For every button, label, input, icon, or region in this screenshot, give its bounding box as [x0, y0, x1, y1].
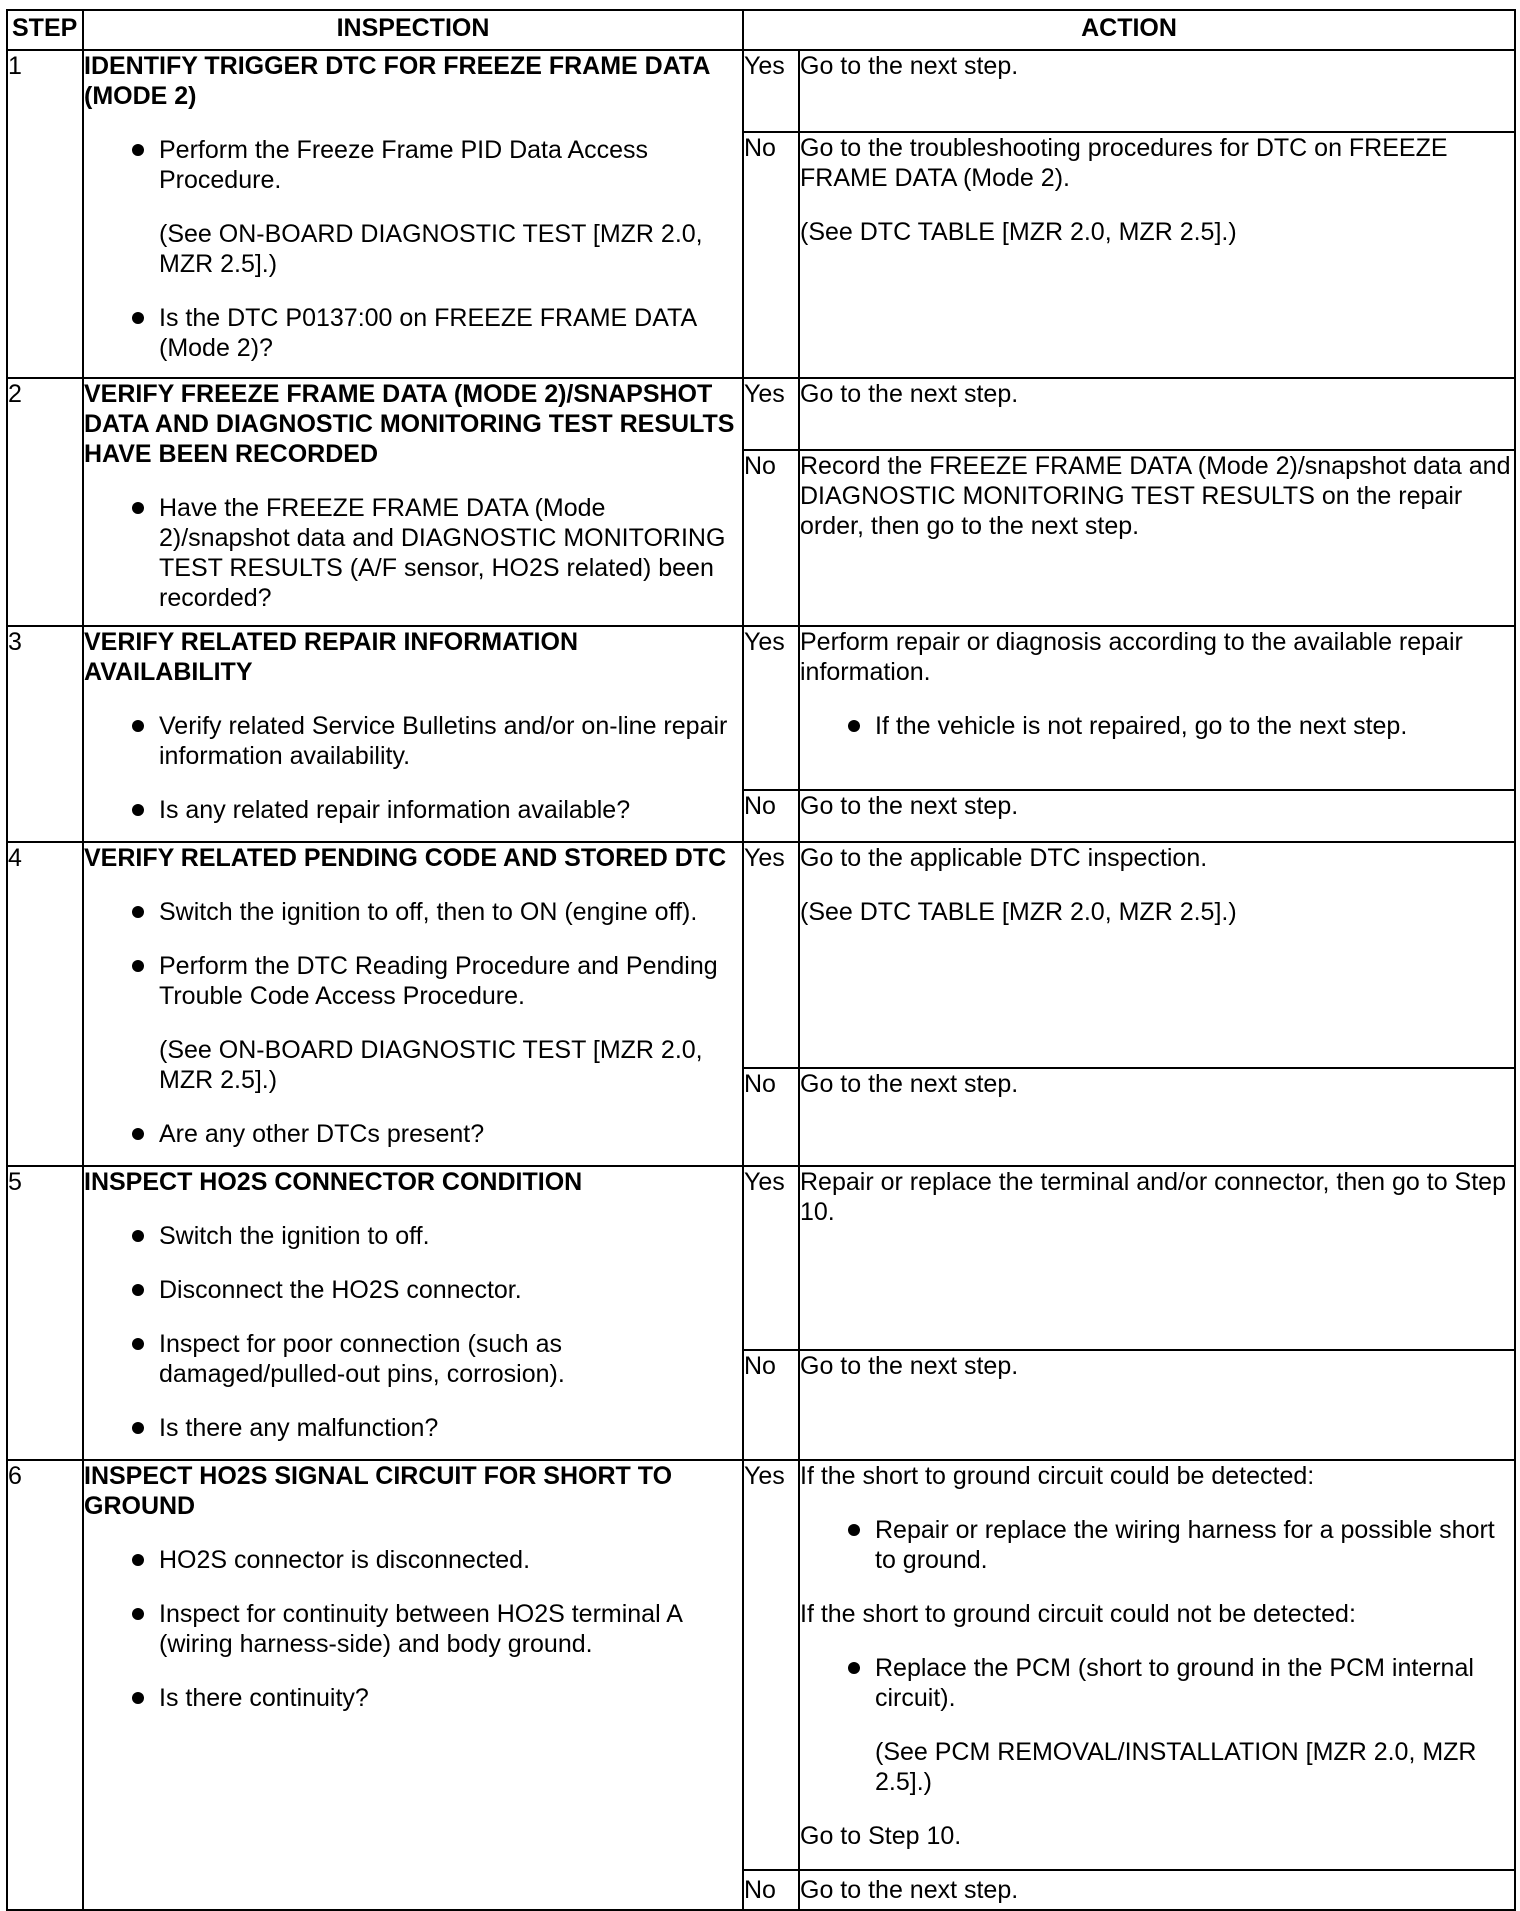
inspection-title: INSPECT HO2S SIGNAL CIRCUIT FOR SHORT TO GROUND	[84, 1462, 673, 1520]
no-action: Go to the next step.	[799, 1870, 1515, 1910]
inspection-bullets	[84, 493, 742, 613]
yes-action: Go to the next step.	[799, 378, 1515, 450]
list-item: Inspect for continuity between HO2S terminal A (wiring harness-side) and body ground.	[84, 1599, 742, 1659]
list-item: Is there any malfunction?	[84, 1413, 742, 1443]
step-number: 6	[7, 1460, 83, 1910]
no-action: Go to the next step.	[799, 790, 1515, 842]
inspection-title: INSPECT HO2S CONNECTOR CONDITION	[84, 1168, 583, 1196]
inspection-bullets	[84, 897, 742, 1011]
no-label: No	[743, 1068, 799, 1166]
list-item: Is there continuity?	[84, 1683, 742, 1713]
inspection-cell	[83, 1460, 743, 1910]
no-action: Go to the next step.	[799, 1068, 1515, 1166]
yes-label: Yes	[743, 378, 799, 450]
bullet-icon	[132, 144, 144, 156]
bullet-icon	[132, 1338, 144, 1350]
yes-label: Yes	[743, 842, 799, 1068]
table-row	[7, 378, 1515, 450]
yes-label: Yes	[743, 50, 799, 132]
list-item: Is the DTC P0137:00 on FREEZE FRAME DATA (Mode 2)?	[84, 303, 742, 363]
inspection-cell	[83, 50, 743, 378]
table-row	[7, 1166, 1515, 1350]
no-label: No	[743, 450, 799, 626]
action-bullets	[800, 1515, 1514, 1575]
inspection-bullets	[84, 303, 742, 363]
inspection-title: VERIFY FREEZE FRAME DATA (MODE 2)/SNAPSHOT DATA AND DIAGNOSTIC MONITORING TEST RESULTS HAVE BEEN RECORDED	[84, 380, 735, 468]
bullet-icon	[132, 906, 144, 918]
bullet-icon	[132, 1128, 144, 1140]
inspection-column-header: INSPECTION	[83, 10, 743, 50]
inspection-title: IDENTIFY TRIGGER DTC FOR FREEZE FRAME DATA (MODE 2)	[84, 52, 710, 110]
yes-label: Yes	[743, 626, 799, 790]
inspection-cell	[83, 378, 743, 626]
list-item: Disconnect the HO2S connector.	[84, 1275, 742, 1305]
reference-note: (See DTC TABLE [MZR 2.0, MZR 2.5].)	[800, 218, 1237, 246]
reference-note: (See PCM REMOVAL/INSTALLATION [MZR 2.0, MZR 2.5].)	[875, 1738, 1477, 1796]
step-column-header: STEP	[7, 10, 83, 50]
yes-action: Go to the applicable DTC inspection. (See DTC TABLE [MZR 2.0, MZR 2.5].)	[799, 842, 1515, 1068]
bullet-icon	[132, 1692, 144, 1704]
list-item: Repair or replace the wiring harness for a possible short to ground.	[800, 1515, 1514, 1575]
step-number: 3	[7, 626, 83, 842]
step-number: 4	[7, 842, 83, 1166]
step-number: 5	[7, 1166, 83, 1460]
list-item: If the vehicle is not repaired, go to the next step.	[800, 711, 1514, 741]
bullet-icon	[132, 1608, 144, 1620]
action-column-header: ACTION	[743, 10, 1515, 50]
bullet-icon	[132, 502, 144, 514]
inspection-cell	[83, 842, 743, 1166]
list-item: Inspect for poor connection (such as damaged/pulled-out pins, corrosion).	[84, 1329, 742, 1389]
action-bullets	[800, 1653, 1514, 1713]
bullet-icon	[132, 720, 144, 732]
no-action: Record the FREEZE FRAME DATA (Mode 2)/snapshot data and DIAGNOSTIC MONITORING TEST RESULTS on the repair order, then go to the next step.	[799, 450, 1515, 626]
reference-note: (See ON-BOARD DIAGNOSTIC TEST [MZR 2.0, MZR 2.5].)	[159, 1036, 703, 1094]
yes-action: If the short to ground circuit could be detected: Repair or replace the wiring harness for a possible short to ground. If the short to ground circuit could not be detected: Replace the PCM (short to ground in the PCM internal circuit). (See PCM REMOVAL/INSTALLATION [MZR 2.0, MZR 2.5].) Go to Step 10.	[799, 1460, 1515, 1870]
bullet-icon	[848, 1524, 860, 1536]
bullet-icon	[132, 312, 144, 324]
inspection-cell	[83, 626, 743, 842]
bullet-icon	[132, 1230, 144, 1242]
bullet-icon	[132, 804, 144, 816]
diagnostic-procedure-table	[6, 9, 1516, 1911]
inspection-bullets	[84, 135, 742, 195]
bullet-icon	[132, 1284, 144, 1296]
step-number: 2	[7, 378, 83, 626]
bullet-icon	[132, 1554, 144, 1566]
list-item: Switch the ignition to off, then to ON (engine off).	[84, 897, 742, 927]
yes-label: Yes	[743, 1460, 799, 1870]
table-row	[7, 1460, 1515, 1870]
list-item: Switch the ignition to off.	[84, 1221, 742, 1251]
reference-note: (See DTC TABLE [MZR 2.0, MZR 2.5].)	[800, 898, 1237, 926]
yes-action: Go to the next step.	[799, 50, 1515, 132]
list-item: Have the FREEZE FRAME DATA (Mode 2)/snapshot data and DIAGNOSTIC MONITORING TEST RESULTS (A/F sensor, HO2S related) been recorded?	[84, 493, 742, 613]
yes-label: Yes	[743, 1166, 799, 1350]
bullet-icon	[132, 960, 144, 972]
no-label: No	[743, 1350, 799, 1460]
bullet-icon	[132, 1422, 144, 1434]
table-row	[7, 842, 1515, 1068]
inspection-cell	[83, 1166, 743, 1460]
list-item: Perform the Freeze Frame PID Data Access Procedure.	[84, 135, 742, 195]
inspection-bullets	[84, 1221, 742, 1443]
table-row	[7, 50, 1515, 132]
list-item: Verify related Service Bulletins and/or on-line repair information availability.	[84, 711, 742, 771]
list-item: Is any related repair information available?	[84, 795, 742, 825]
inspection-title: VERIFY RELATED REPAIR INFORMATION AVAILABILITY	[84, 628, 578, 686]
list-item: Replace the PCM (short to ground in the PCM internal circuit).	[800, 1653, 1514, 1713]
bullet-icon	[848, 720, 860, 732]
no-label: No	[743, 1870, 799, 1910]
inspection-title: VERIFY RELATED PENDING CODE AND STORED DTC	[84, 844, 727, 872]
yes-action: Repair or replace the terminal and/or connector, then go to Step 10.	[799, 1166, 1515, 1350]
step-number: 1	[7, 50, 83, 378]
list-item: Perform the DTC Reading Procedure and Pending Trouble Code Access Procedure.	[84, 951, 742, 1011]
table-row	[7, 626, 1515, 790]
no-label: No	[743, 790, 799, 842]
inspection-bullets	[84, 1545, 742, 1713]
bullet-icon	[848, 1662, 860, 1674]
inspection-bullets	[84, 711, 742, 825]
action-bullets	[800, 711, 1514, 741]
list-item: Are any other DTCs present?	[84, 1119, 742, 1149]
reference-note: (See ON-BOARD DIAGNOSTIC TEST [MZR 2.0, MZR 2.5].)	[159, 220, 703, 278]
list-item: HO2S connector is disconnected.	[84, 1545, 742, 1575]
no-action: Go to the next step.	[799, 1350, 1515, 1460]
no-label: No	[743, 132, 799, 378]
yes-action: Perform repair or diagnosis according to the available repair information. If the vehicle is not repaired, go to the next step.	[799, 626, 1515, 790]
no-action: Go to the troubleshooting procedures for DTC on FREEZE FRAME DATA (Mode 2). (See DTC TABLE [MZR 2.0, MZR 2.5].)	[799, 132, 1515, 378]
inspection-bullets	[84, 1119, 742, 1149]
header-row	[7, 10, 1515, 50]
